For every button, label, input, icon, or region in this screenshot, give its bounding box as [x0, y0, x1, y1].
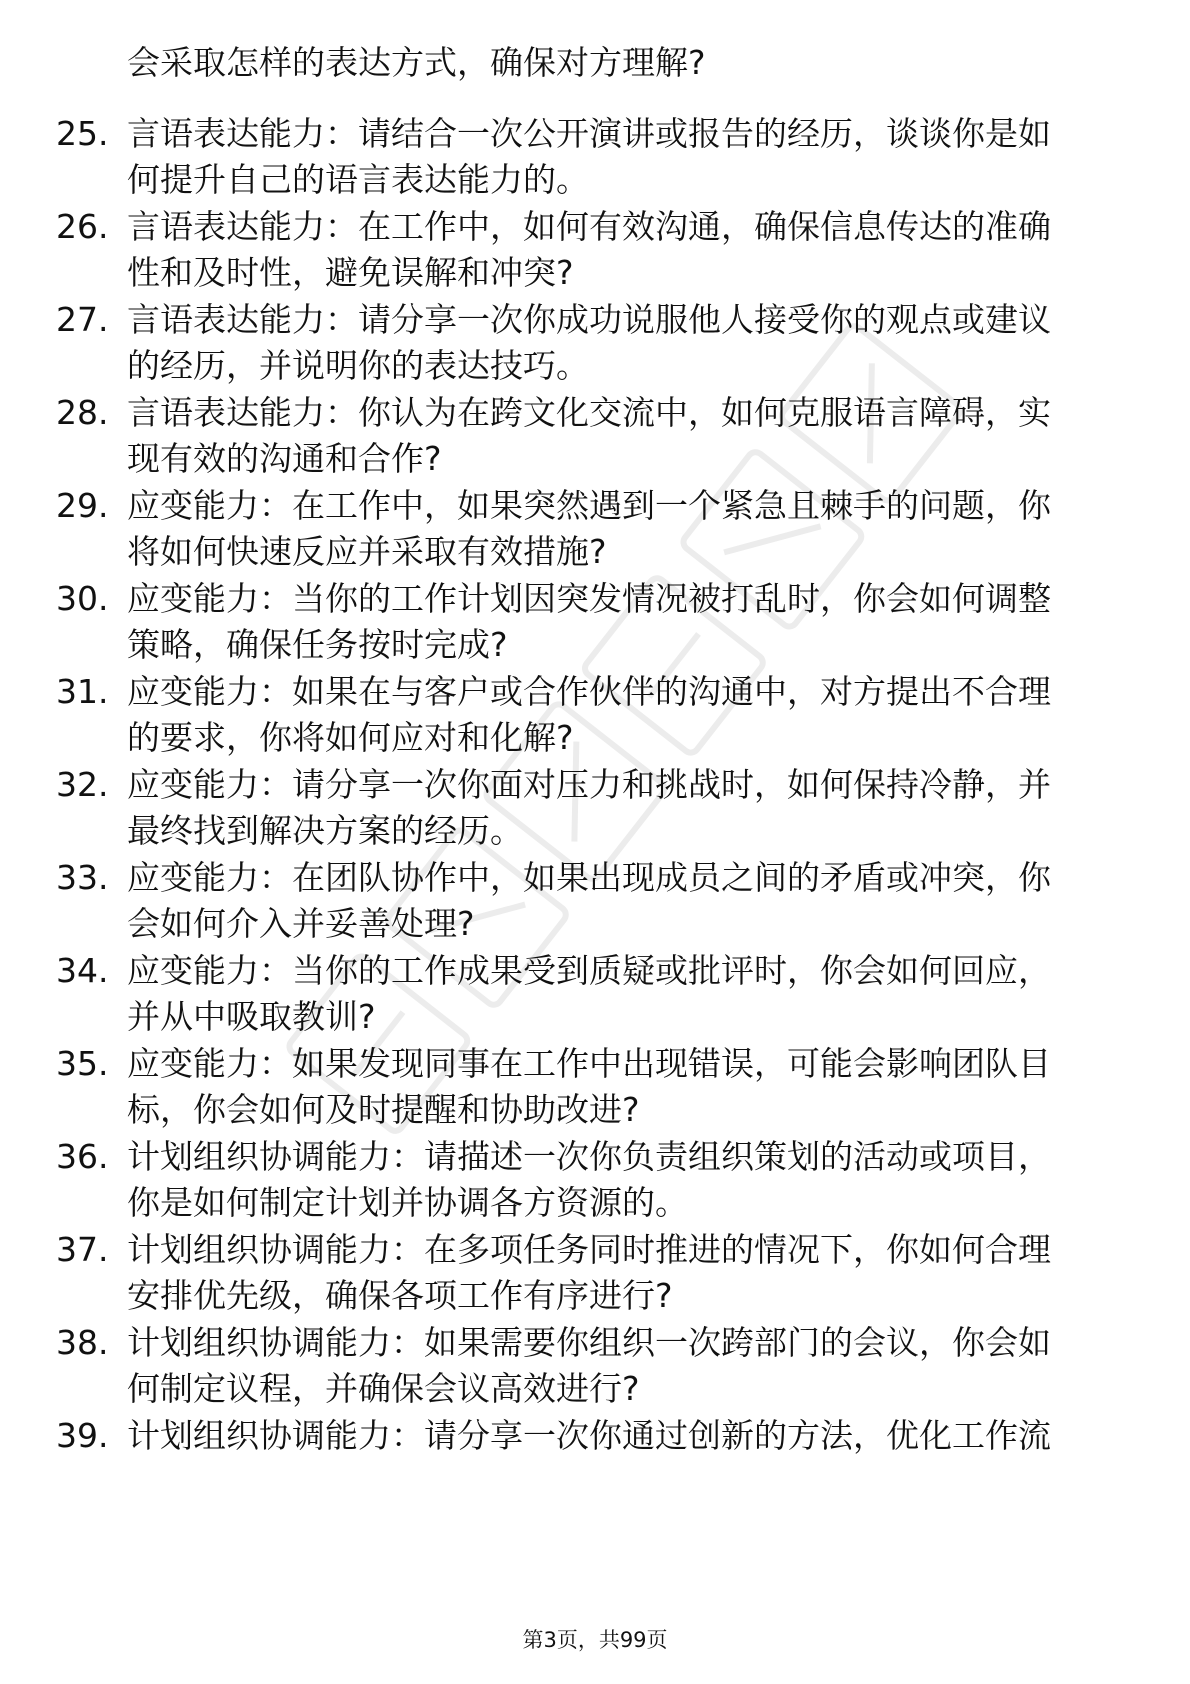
question-text: [127, 204, 1107, 296]
question-number: 36.: [56, 1137, 109, 1176]
question-text: [127, 762, 1107, 854]
question-item: [0, 483, 1190, 576]
question-line-1: 应变能力：当你的工作计划因突发情况被打乱时，你会如何调整: [127, 579, 1051, 618]
question-line-1: 言语表达能力：请分享一次你成功说服他人接受你的观点或建议: [127, 300, 1051, 339]
question-number: 30.: [56, 579, 109, 618]
question-number: 34.: [56, 951, 109, 990]
question-item: [0, 297, 1190, 390]
question-line-1: 应变能力：如果在与客户或合作伙伴的沟通中，对方提出不合理: [127, 672, 1051, 711]
question-number: 31.: [56, 672, 109, 711]
question-text: [127, 855, 1107, 947]
question-number: 27.: [56, 300, 109, 339]
question-list: [0, 111, 1190, 1506]
question-text: [127, 1413, 1107, 1459]
question-line-2: 并从中吸取教训?: [127, 997, 376, 1036]
question-item: [0, 762, 1190, 855]
question-text: [127, 1041, 1107, 1133]
question-number: 32.: [56, 765, 109, 804]
question-number: 29.: [56, 486, 109, 525]
question-item: [0, 1041, 1190, 1134]
continued-question-line: 会采取怎样的表达方式，确保对方理解?: [127, 43, 706, 82]
question-text: [127, 576, 1107, 668]
question-line-2: 会如何介入并妥善处理?: [127, 904, 475, 943]
question-line-2: 何制定议程，并确保会议高效进行?: [127, 1369, 640, 1408]
question-line-2: 将如何快速反应并采取有效措施?: [127, 532, 607, 571]
question-item: [0, 669, 1190, 762]
question-text: [127, 1227, 1107, 1319]
question-number: 35.: [56, 1044, 109, 1083]
question-line-1: 计划组织协调能力：在多项任务同时推进的情况下，你如何合理: [127, 1230, 1051, 1269]
question-item: [0, 855, 1190, 948]
question-line-2: 性和及时性，避免误解和冲突?: [127, 253, 574, 292]
question-item: [0, 576, 1190, 669]
question-line-2: 现有效的沟通和合作?: [127, 439, 442, 478]
question-text: [127, 948, 1107, 1040]
question-number: 28.: [56, 393, 109, 432]
question-number: 33.: [56, 858, 109, 897]
question-line-1: 言语表达能力：在工作中，如何有效沟通，确保信息传达的准确: [127, 207, 1051, 246]
question-text: [127, 390, 1107, 482]
question-text: [127, 297, 1107, 389]
question-line-1: 言语表达能力：请结合一次公开演讲或报告的经历，谈谈你是如: [127, 114, 1051, 153]
question-number: 26.: [56, 207, 109, 246]
question-line-1: 应变能力：在工作中，如果突然遇到一个紧急且棘手的问题，你: [127, 486, 1051, 525]
question-line-1: 言语表达能力：你认为在跨文化交流中，如何克服语言障碍，实: [127, 393, 1051, 432]
question-number: 25.: [56, 114, 109, 153]
question-line-2: 安排优先级，确保各项工作有序进行?: [127, 1276, 673, 1315]
question-item: [0, 390, 1190, 483]
question-line-1: 计划组织协调能力：如果需要你组织一次跨部门的会议，你会如: [127, 1323, 1051, 1362]
question-line-2: 你是如何制定计划并协调各方资源的。: [127, 1183, 688, 1222]
question-text: [127, 1134, 1107, 1226]
question-line-2: 最终找到解决方案的经历。: [127, 811, 523, 850]
question-line-2: 何提升自己的语言表达能力的。: [127, 160, 589, 199]
question-item: [0, 1320, 1190, 1413]
page-footer: 第3页，共99页: [522, 1628, 668, 1652]
question-line-2: 策略，确保任务按时完成?: [127, 625, 508, 664]
question-item: [0, 1227, 1190, 1320]
question-item: [0, 1413, 1190, 1506]
question-line-2: 标，你会如何及时提醒和协助改进?: [127, 1090, 640, 1129]
question-item: [0, 111, 1190, 204]
question-number: 39.: [56, 1416, 109, 1455]
question-item: [0, 204, 1190, 297]
question-text: [127, 483, 1107, 575]
question-line-1: 应变能力：请分享一次你面对压力和挑战时，如何保持冷静，并: [127, 765, 1051, 804]
question-line-1: 应变能力：在团队协作中，如果出现成员之间的矛盾或冲突，你: [127, 858, 1051, 897]
question-number: 38.: [56, 1323, 109, 1362]
question-text: [127, 669, 1107, 761]
question-item: [0, 948, 1190, 1041]
question-item: [0, 1134, 1190, 1227]
question-number: 37.: [56, 1230, 109, 1269]
question-line-1: 应变能力：如果发现同事在工作中出现错误，可能会影响团队目: [127, 1044, 1051, 1083]
question-line-1: 计划组织协调能力：请分享一次你通过创新的方法，优化工作流: [127, 1416, 1051, 1455]
question-line-1: 应变能力：当你的工作成果受到质疑或批评时，你会如何回应，: [127, 951, 1051, 990]
question-text: [127, 111, 1107, 203]
question-text: [127, 1320, 1107, 1412]
question-line-1: 计划组织协调能力：请描述一次你负责组织策划的活动或项目，: [127, 1137, 1051, 1176]
question-line-2: 的要求，你将如何应对和化解?: [127, 718, 574, 757]
question-line-2: 的经历，并说明你的表达技巧。: [127, 346, 589, 385]
